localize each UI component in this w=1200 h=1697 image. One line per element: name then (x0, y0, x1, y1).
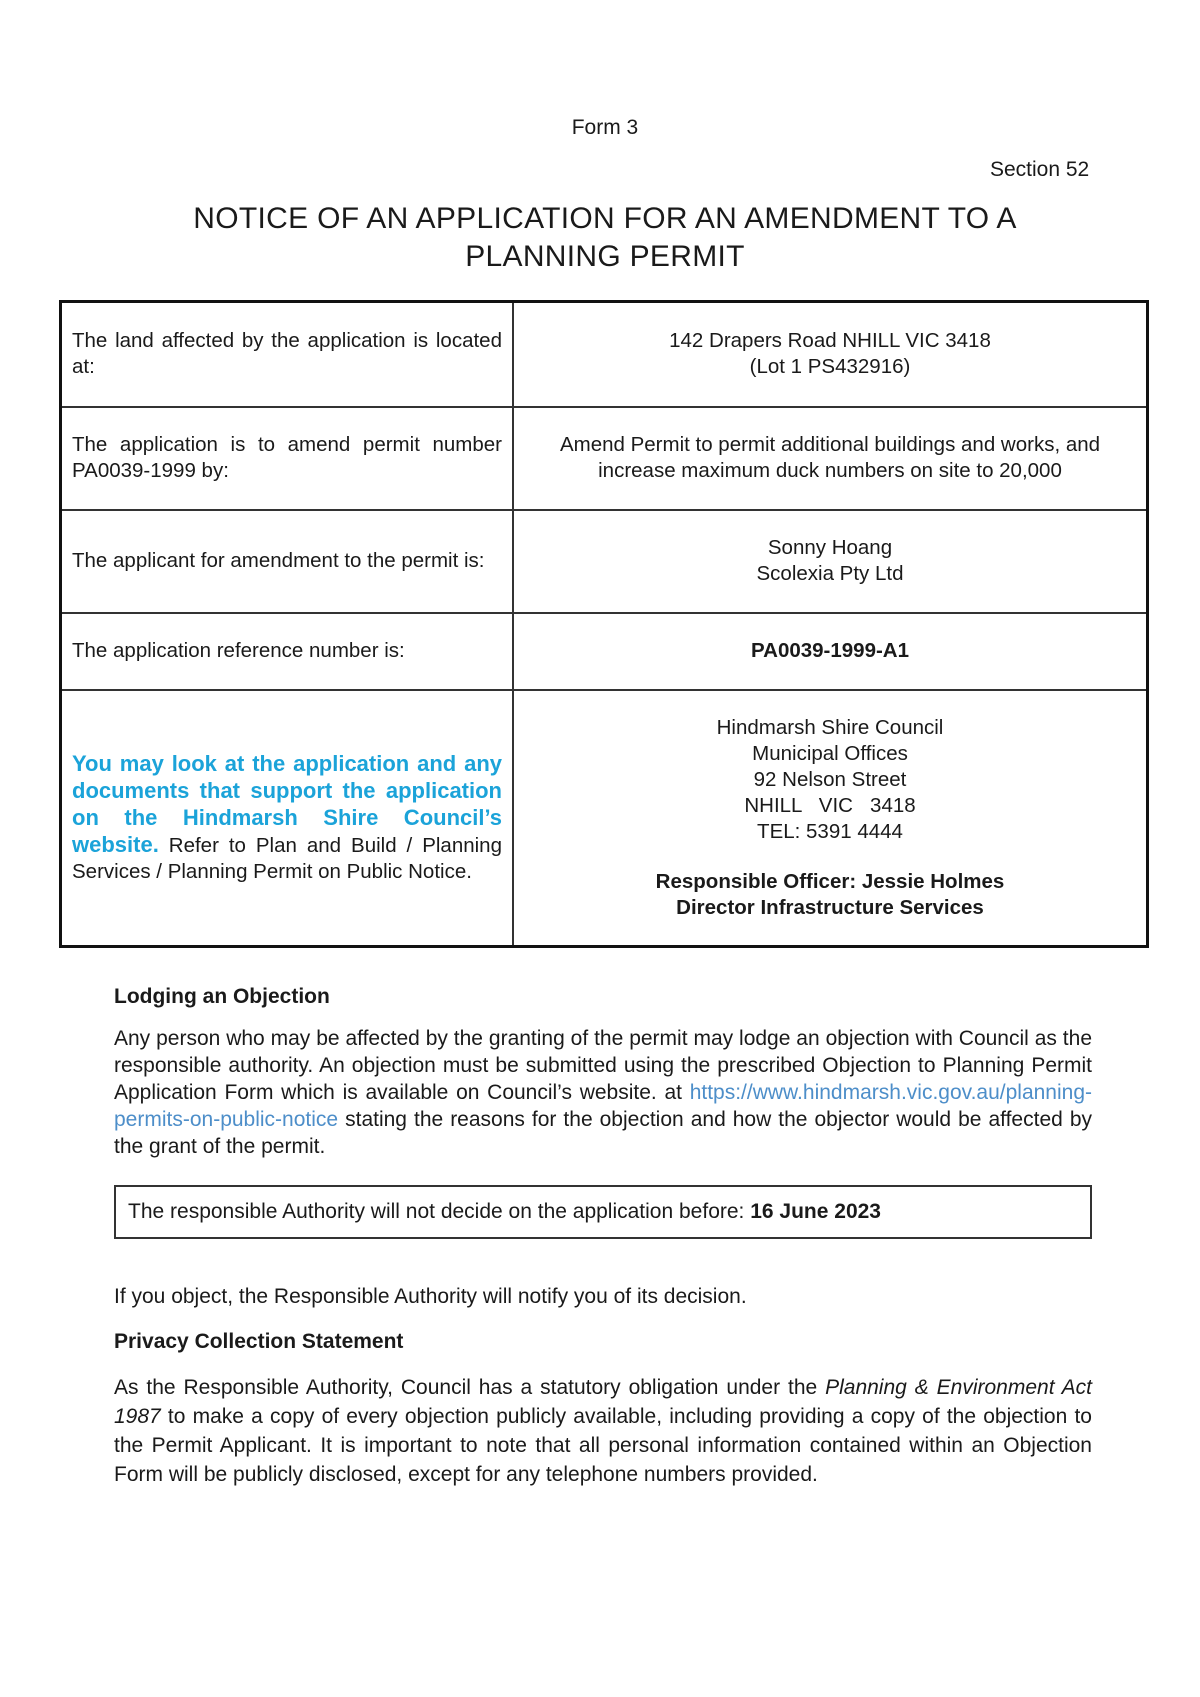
reference-label: The application reference number is: (61, 613, 514, 690)
application-details-table (59, 300, 1149, 948)
land-label: The land affected by the application is located at: (61, 302, 514, 407)
applicant-name: Sonny Hoang (767, 536, 893, 559)
page-title (0, 200, 1200, 276)
section-number: Section 52 (990, 158, 1090, 181)
objection-paragraph (114, 1025, 1092, 1160)
lookup-info (61, 690, 514, 947)
privacy-text-after: to make a copy of every objection publicly available, including providing a copy of the objection to the Permit Applicant. It is important to note that all personal information contained within an Objection Form will be publicly disclosed, except for any telephone numbers provided. (114, 1405, 1092, 1486)
objection-text-after: stating the reasons for the objection and how the objector would be affected by the grant of the permit. (114, 1108, 1092, 1158)
council-name: Hindmarsh Shire Council (716, 715, 944, 739)
table-row-land (61, 302, 1148, 407)
reference-number: PA0039-1999-A1 (513, 613, 1148, 690)
objection-text-before: Any person who may be affected by the granting of the permit may lodge an objection with Council as the responsible authority. An objection must be submitted using the prescribed Objection to Planning Permit Application Form which is available on Council’s website. at (114, 1027, 1092, 1104)
council-offices: Municipal Offices (752, 741, 908, 765)
objection-heading: Lodging an Objection (114, 985, 330, 1008)
title-line-1: NOTICE OF AN APPLICATION FOR AN AMENDMENT TO A (193, 202, 1017, 235)
privacy-act-name: Planning & Environment Act 1987 (114, 1376, 1092, 1428)
council-contact (513, 690, 1148, 947)
table-row-amend (61, 407, 1148, 510)
decision-date-box (114, 1185, 1092, 1239)
table-row-applicant (61, 510, 1148, 613)
land-lot: (Lot 1 PS432916) (749, 355, 911, 379)
privacy-text-before: As the Responsible Authority, Council has a statutory obligation under the (114, 1376, 826, 1399)
amend-value-line-2: increase maximum duck numbers on site to 20,000 (598, 459, 1062, 482)
decision-date: 16 June 2023 (750, 1200, 881, 1223)
applicant-value (513, 510, 1148, 613)
officer-line-1: Responsible Officer: Jessie Holmes (655, 869, 1005, 893)
applicant-label: The applicant for amendment to the permit is: (61, 510, 514, 613)
amend-label: The application is to amend permit number PA0039-1999 by: (61, 407, 514, 510)
privacy-paragraph (114, 1373, 1092, 1489)
lookup-accent-text: You may look at the application and any documents that support the application on the Hindmarsh Shire Council’s website. (72, 750, 502, 857)
decision-text: The responsible Authority will not decide on the application before: (128, 1200, 751, 1223)
officer-line-2: Director Infrastructure Services (676, 895, 984, 919)
council-street: 92 Nelson Street (753, 767, 907, 791)
amend-value (513, 407, 1148, 510)
amend-value-line-1: Amend Permit to permit additional buildings and works, and (559, 433, 1101, 456)
lookup-rest-text: Refer to Plan and Build / Planning Services / Planning Permit on Public Notice. (72, 833, 502, 883)
council-tel: TEL: 5391 4444 (757, 819, 903, 843)
table-row-lookup (61, 690, 1148, 947)
title-line-2: PLANNING PERMIT (465, 240, 745, 273)
objection-link[interactable]: https://www.hindmarsh.vic.gov.au/planning-permits-on-public-notice (114, 1081, 1092, 1131)
privacy-heading: Privacy Collection Statement (114, 1330, 404, 1353)
form-number: Form 3 (571, 116, 639, 139)
council-town: NHILL VIC 3418 (744, 793, 916, 817)
land-value (513, 302, 1148, 407)
applicant-company: Scolexia Pty Ltd (756, 562, 904, 585)
table-row-reference (61, 613, 1148, 690)
land-address: 142 Drapers Road NHILL VIC 3418 (669, 329, 991, 353)
responsible-officer (526, 869, 1134, 921)
notify-statement: If you object, the Responsible Authority will notify you of its decision. (114, 1285, 747, 1308)
